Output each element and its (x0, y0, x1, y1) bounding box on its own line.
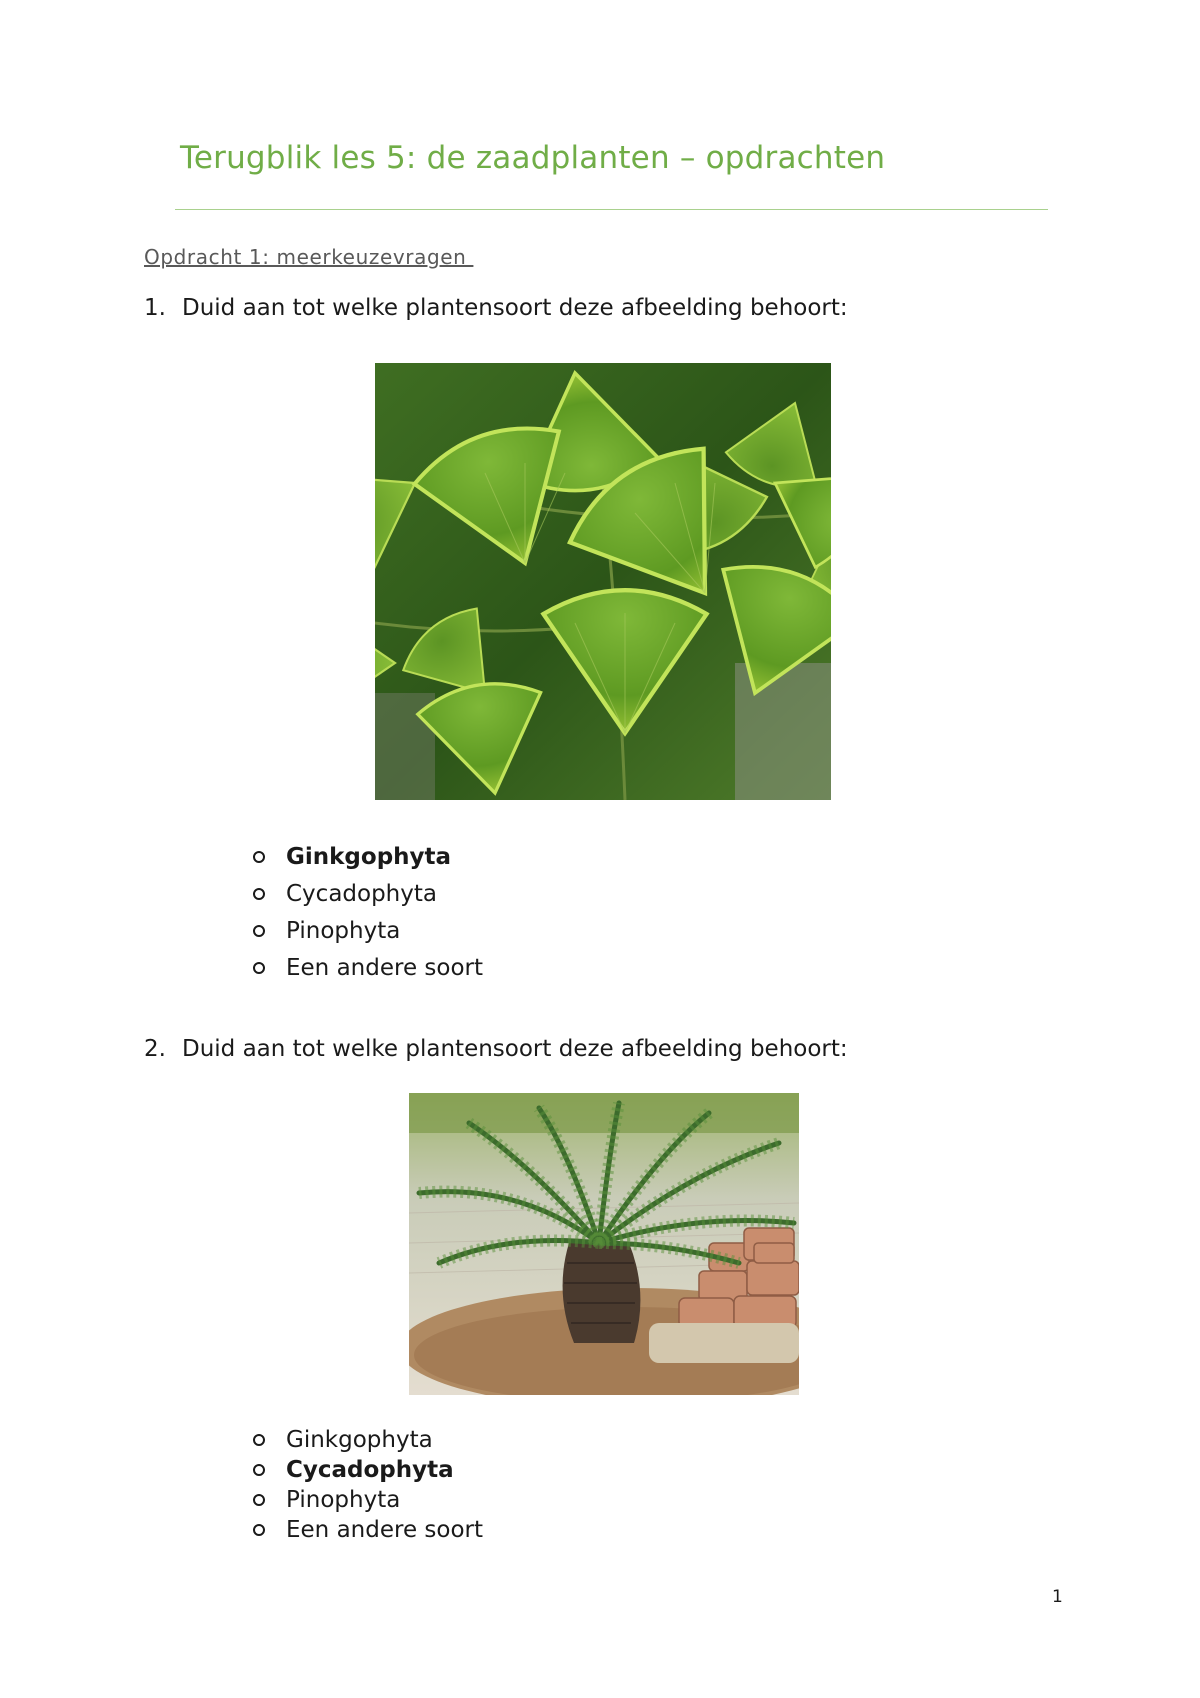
option-pinophyta[interactable] (250, 1485, 483, 1515)
option-label: Cycadophyta (286, 1457, 454, 1483)
question-1 (144, 295, 848, 321)
page-title: Terugblik les 5: de zaadplanten – opdrachten (180, 140, 886, 176)
option-een-andere-soort[interactable] (250, 1515, 483, 1545)
question-2-text: Duid aan tot welke plantensoort deze afbeelding behoort: (182, 1036, 848, 1062)
option-pinophyta[interactable] (250, 912, 483, 949)
question-1-text: Duid aan tot welke plantensoort deze afbeelding behoort: (182, 295, 848, 321)
cycad-palm-photo (409, 1093, 799, 1395)
option-cycadophyta[interactable] (250, 875, 483, 912)
bullet-icon (253, 1524, 265, 1536)
option-ginkgophyta[interactable] (250, 1425, 483, 1455)
question-1-options (250, 838, 483, 986)
option-ginkgophyta[interactable] (250, 838, 483, 875)
title-divider (175, 209, 1048, 210)
bullet-icon (253, 1464, 265, 1476)
section-heading: Opdracht 1: meerkeuzevragen (144, 245, 474, 269)
option-label: Ginkgophyta (286, 1427, 433, 1453)
option-label: Ginkgophyta (286, 843, 452, 870)
option-label: Een andere soort (286, 954, 484, 981)
question-2-number: 2. (144, 1036, 166, 1062)
bullet-icon (253, 1434, 265, 1446)
option-label: Een andere soort (286, 1517, 484, 1543)
option-label: Pinophyta (286, 1487, 401, 1513)
option-label: Cycadophyta (286, 880, 437, 907)
option-cycadophyta[interactable] (250, 1455, 483, 1485)
bullet-icon (253, 962, 265, 974)
option-label: Pinophyta (286, 917, 401, 944)
bullet-icon (253, 1494, 265, 1506)
question-1-number: 1. (144, 295, 166, 321)
option-een-andere-soort[interactable] (250, 949, 483, 986)
ginkgo-leaves-photo (375, 363, 831, 800)
question-2 (144, 1036, 848, 1062)
bullet-icon (253, 851, 265, 863)
question-2-options (250, 1425, 483, 1545)
bullet-icon (253, 925, 265, 937)
bullet-icon (253, 888, 265, 900)
page-number: 1 (1052, 1587, 1063, 1607)
